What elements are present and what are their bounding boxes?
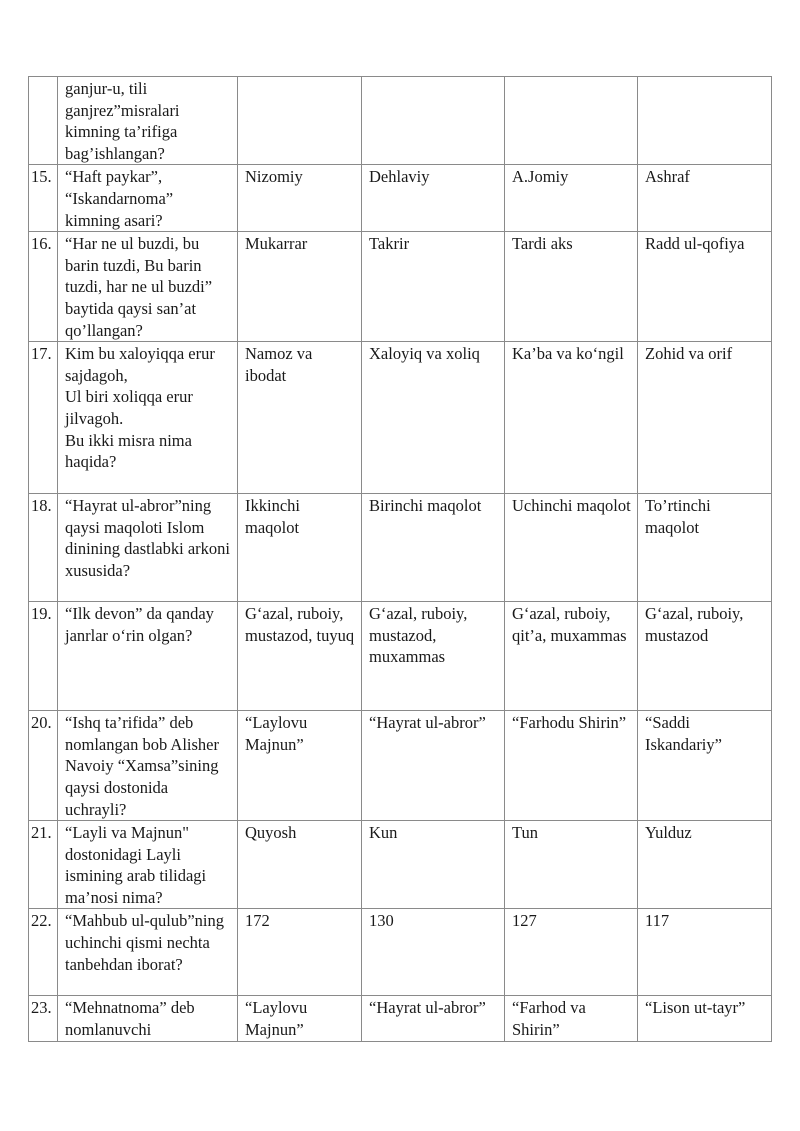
answer-c: Ka’ba va ko‘ngil (505, 342, 638, 494)
answer-b: G‘azal, ruboiy, mustazod, muxammas (362, 602, 505, 711)
question-number: 17. (29, 342, 58, 494)
question-number (29, 77, 58, 165)
answer-b: “Hayrat ul-abror” (362, 711, 505, 821)
answer-a: Ikkinchi maqolot (238, 494, 362, 602)
answer-c: “Farhodu Shirin” (505, 711, 638, 821)
answer-c: Tardi aks (505, 232, 638, 342)
answer-a (238, 77, 362, 165)
question-text: ganjur-u, tili ganjrez”misralari kimning ta’rifiga bag’ishlangan? (58, 77, 238, 165)
answer-a: Quyosh (238, 821, 362, 909)
table-row (29, 342, 772, 494)
question-number: 19. (29, 602, 58, 711)
answer-d: Radd ul-qofiya (638, 232, 772, 342)
question-text: “Ishq ta’rifida” deb nomlangan bob Alisher Navoiy “Xamsa”sining qaysi dostonida uchrayli? (58, 711, 238, 821)
quiz-table (28, 76, 772, 1042)
answer-c (505, 77, 638, 165)
answer-d: 117 (638, 909, 772, 996)
question-number: 16. (29, 232, 58, 342)
table-row (29, 494, 772, 602)
answer-b: Dehlaviy (362, 165, 505, 232)
answer-d: Yulduz (638, 821, 772, 909)
question-text: “Har ne ul buzdi, bu barin tuzdi, Bu barin tuzdi, har ne ul buzdi” baytida qaysi san’at qo’llangan? (58, 232, 238, 342)
answer-c: 127 (505, 909, 638, 996)
answer-a: 172 (238, 909, 362, 996)
question-number: 15. (29, 165, 58, 232)
question-number: 20. (29, 711, 58, 821)
answer-b: 130 (362, 909, 505, 996)
answer-c: “Farhod va Shirin” (505, 996, 638, 1041)
answer-b (362, 77, 505, 165)
table-row (29, 77, 772, 165)
answer-c: Uchinchi maqolot (505, 494, 638, 602)
question-text: “Ilk devon” da qanday janrlar o‘rin olgan? (58, 602, 238, 711)
question-text: “Mehnatnoma” deb nomlanuvchi (58, 996, 238, 1041)
question-text: Kim bu xaloyiqqa erur sajdagoh, Ul biri xoliqqa erur jilvagoh. Bu ikki misra nima haqida? (58, 342, 238, 494)
question-number: 18. (29, 494, 58, 602)
question-number: 21. (29, 821, 58, 909)
answer-c: A.Jomiy (505, 165, 638, 232)
question-text: “Mahbub ul-qulub”ning uchinchi qismi nechta tanbehdan iborat? (58, 909, 238, 996)
question-number: 23. (29, 996, 58, 1041)
table-row (29, 232, 772, 342)
table-row (29, 996, 772, 1041)
answer-d: To’rtinchi maqolot (638, 494, 772, 602)
answer-d: Zohid va orif (638, 342, 772, 494)
answer-a: G‘azal, ruboiy, mustazod, tuyuq (238, 602, 362, 711)
answer-b: Xaloyiq va xoliq (362, 342, 505, 494)
question-text: “Haft paykar”, “Iskandarnoma” kimning asari? (58, 165, 238, 232)
answer-a: “Laylovu Majnun” (238, 711, 362, 821)
answer-d (638, 77, 772, 165)
answer-b: Takrir (362, 232, 505, 342)
question-text: “Hayrat ul-abror”ning qaysi maqoloti Islom dinining dastlabki arkoni xususida? (58, 494, 238, 602)
answer-d: Ashraf (638, 165, 772, 232)
question-number: 22. (29, 909, 58, 996)
answer-c: G‘azal, ruboiy, qit’a, muxammas (505, 602, 638, 711)
table-row (29, 821, 772, 909)
answer-a: Namoz va ibodat (238, 342, 362, 494)
answer-d: “Lison ut-tayr” (638, 996, 772, 1041)
answer-d: G‘azal, ruboiy, mustazod (638, 602, 772, 711)
question-text: “Layli va Majnun" dostonidagi Layli ismining arab tilidagi ma’nosi nima? (58, 821, 238, 909)
answer-c: Tun (505, 821, 638, 909)
table-row (29, 711, 772, 821)
answer-b: Birinchi maqolot (362, 494, 505, 602)
answer-b: Kun (362, 821, 505, 909)
answer-a: Nizomiy (238, 165, 362, 232)
answer-b: “Hayrat ul-abror” (362, 996, 505, 1041)
answer-a: Mukarrar (238, 232, 362, 342)
table-row (29, 909, 772, 996)
answer-a: “Laylovu Majnun” (238, 996, 362, 1041)
table-row (29, 602, 772, 711)
answer-d: “Saddi Iskandariy” (638, 711, 772, 821)
table-row (29, 165, 772, 232)
